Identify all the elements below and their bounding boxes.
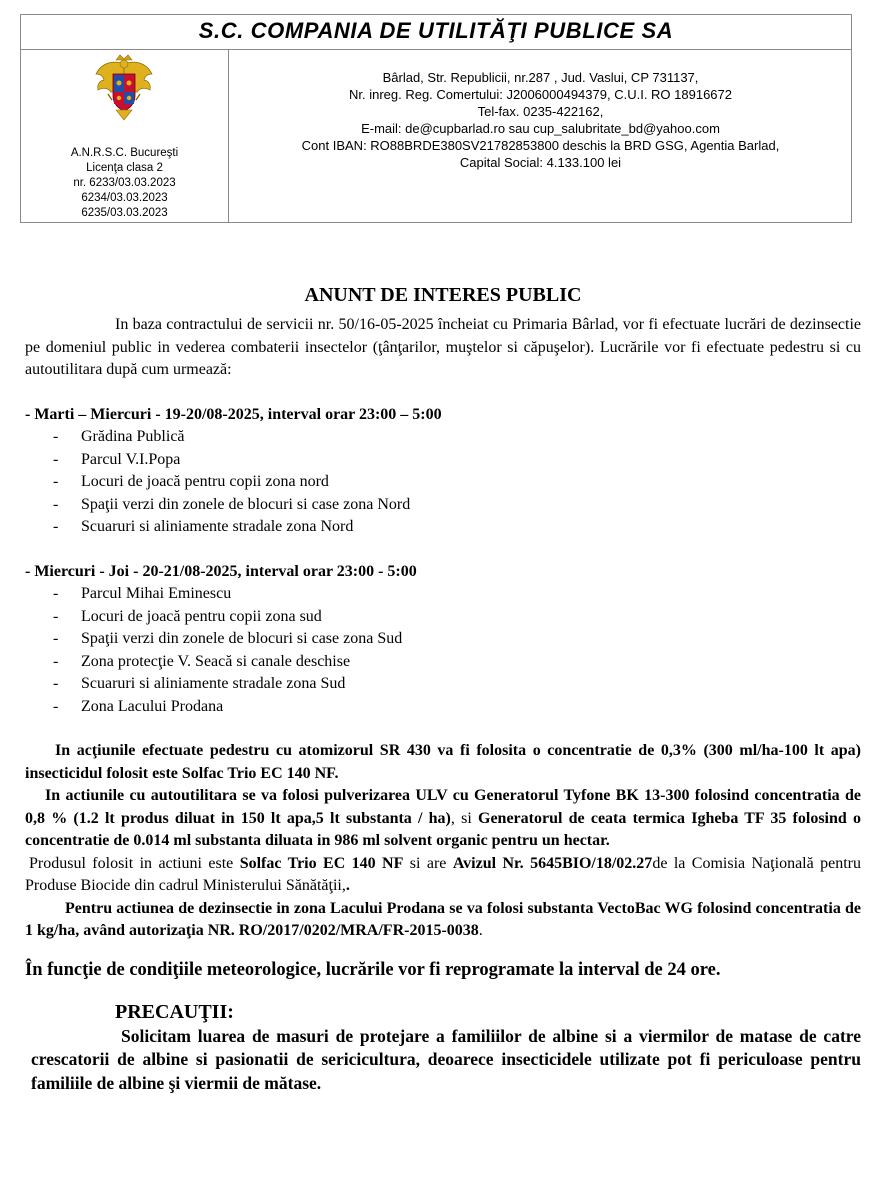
list-item: - Locuri de joacă pentru copii zona nord	[53, 471, 861, 494]
list-item: - Scuaruri si aliniamente stradale zona Nord	[53, 516, 861, 539]
paragraph-text: .	[478, 922, 483, 939]
paragraph-text: .	[345, 877, 350, 894]
location-list	[25, 583, 861, 718]
letterhead-right-cell	[230, 49, 851, 222]
paragraph-text: Pentru actiunea de dezinsectie in zona Lacului Prodana se va folosi substanta VectoBac WG folosind concentratia de 1 kg/ha, având autorizaţia NR. RO/2017/0202/MRA/FR-2015-0038	[25, 899, 861, 939]
license-line: Licenţa clasa 2	[86, 162, 163, 174]
paragraph-text: , si	[450, 809, 478, 827]
license-info	[21, 146, 228, 221]
announcement-body	[25, 280, 861, 1095]
paragraph-text: de la Comisia Naţională pentru Produse Biocide din cadrul Ministerului Sănătăţii,	[25, 854, 861, 894]
approval-number: Avizul Nr. 5645BIO/18/02.27	[452, 854, 653, 872]
intro-paragraph: In baza contractului de servicii nr. 50/16-05-2025 încheiat cu Primaria Bârlad, vor fi efectuate lucrări de dezinsectie pe domeniul public in vederea combaterii insectelor (ţânţarilor, muştelor si căpuşelor). Lucrările vor fi efectuate pedestru si cu autoutilitara după cum urmează:	[25, 316, 861, 378]
spacer	[25, 382, 861, 404]
vehicle-treatment-paragraph	[25, 785, 861, 853]
contact-line: E-mail: de@cupbarlad.ro sau cup_salubritate_bd@yahoo.com	[361, 121, 720, 136]
schedule-block	[25, 404, 861, 539]
contact-line: Nr. inreg. Reg. Comertului: J2006000494379, C.U.I. RO 18916672	[348, 87, 732, 102]
romania-coat-of-arms-icon	[94, 54, 154, 122]
company-name: S.C. COMPANIA DE UTILITĂŢI PUBLICE SA	[21, 15, 851, 50]
list-item: - Spaţii verzi din zonele de blocuri si case zona Nord	[53, 494, 861, 517]
contact-info	[230, 69, 851, 171]
schedule-title: - Miercuri - Joi - 20-21/08-2025, interval orar 23:00 - 5:00	[25, 562, 417, 580]
paragraph-text: In acţiunile efectuate pedestru cu atomizorul SR 430 va fi folosita o concentratie de 0,3% (300 ml/ha-100 lt apa) insecticidul folosit este	[25, 742, 861, 782]
paragraph-text: Produsul folosit in actiuni este	[29, 854, 240, 872]
letterhead-left-cell	[21, 49, 229, 222]
product-approval-paragraph	[25, 853, 861, 898]
lake-treatment-paragraph	[25, 898, 861, 943]
product-name: Solfac Trio EC 140 NF.	[181, 764, 339, 782]
list-item: - Parcul V.I.Popa	[53, 449, 861, 472]
spacer	[25, 718, 861, 740]
location-list	[25, 426, 861, 539]
contact-line: Tel-fax. 0235-422162,	[477, 104, 604, 119]
contact-line: Cont IBAN: RO88BRDE380SV21782853800 deschis la BRD GSG, Agentia Barlad,	[301, 138, 780, 153]
schedule-title: - Marti – Miercuri - 19-20/08-2025, interval orar 23:00 – 5:00	[25, 405, 442, 423]
license-line: 6235/03.03.2023	[81, 207, 168, 219]
weather-note: În funcţie de condiţiile meteorologice, lucrările vor fi reprogramate la interval de 24 ore.	[25, 959, 721, 980]
paragraph-text: Generatorul de ceata termica Igheba TF 35 folosind o concentratie de 0.014 ml substanta diluata in 986 ml solvent organic pentru un hectar.	[25, 809, 861, 849]
paragraph-text: In actiunile cu autoutilitara se va folosi pulverizarea ULV cu Generatorul Tyfone BK 13-300 folosind concentratia de 0,8 % (1.2 lt produs diluat in 150 lt apa,5 lt substanta / ha)	[25, 787, 861, 827]
pedestrian-treatment-paragraph	[25, 740, 861, 785]
list-item: - Grădina Publică	[53, 426, 861, 449]
list-item: - Zona protecţie V. Seacă si canale deschise	[53, 651, 861, 674]
list-item: - Locuri de joacă pentru copii zona sud	[53, 606, 861, 629]
list-item: - Zona Lacului Prodana	[53, 696, 861, 719]
schedule-block	[25, 561, 861, 719]
announcement-title: ANUNT DE INTERES PUBLIC	[304, 284, 582, 306]
paragraph-text: si are	[403, 854, 453, 872]
spacer	[25, 539, 861, 561]
contact-line: Capital Social: 4.133.100 lei	[459, 155, 622, 170]
list-item: - Parcul Mihai Eminescu	[53, 583, 861, 606]
product-name: Solfac Trio EC 140 NF	[239, 854, 404, 872]
license-line: A.N.R.S.C. Bucureşti	[70, 147, 179, 159]
contact-line: Bârlad, Str. Republicii, nr.287 , Jud. Vaslui, CP 731137,	[382, 70, 699, 85]
license-line: nr. 6233/03.03.2023	[73, 177, 176, 189]
license-line: 6234/03.03.2023	[81, 192, 168, 204]
precautions-text: Solicitam luarea de masuri de protejare a familiilor de albine si a viermilor de matase de catre crescatorii de albine si pasionatii de sericicultura, deoarece insecticidele utilizate pot fi periculoase pentru familiile de albine şi viermii de mătase.	[31, 1025, 861, 1093]
list-item: - Spaţii verzi din zonele de blocuri si case zona Sud	[53, 628, 861, 651]
letterhead	[20, 14, 852, 223]
precautions-title: PRECAUŢII:	[115, 1000, 234, 1023]
list-item: - Scuaruri si aliniamente stradale zona Sud	[53, 673, 861, 696]
